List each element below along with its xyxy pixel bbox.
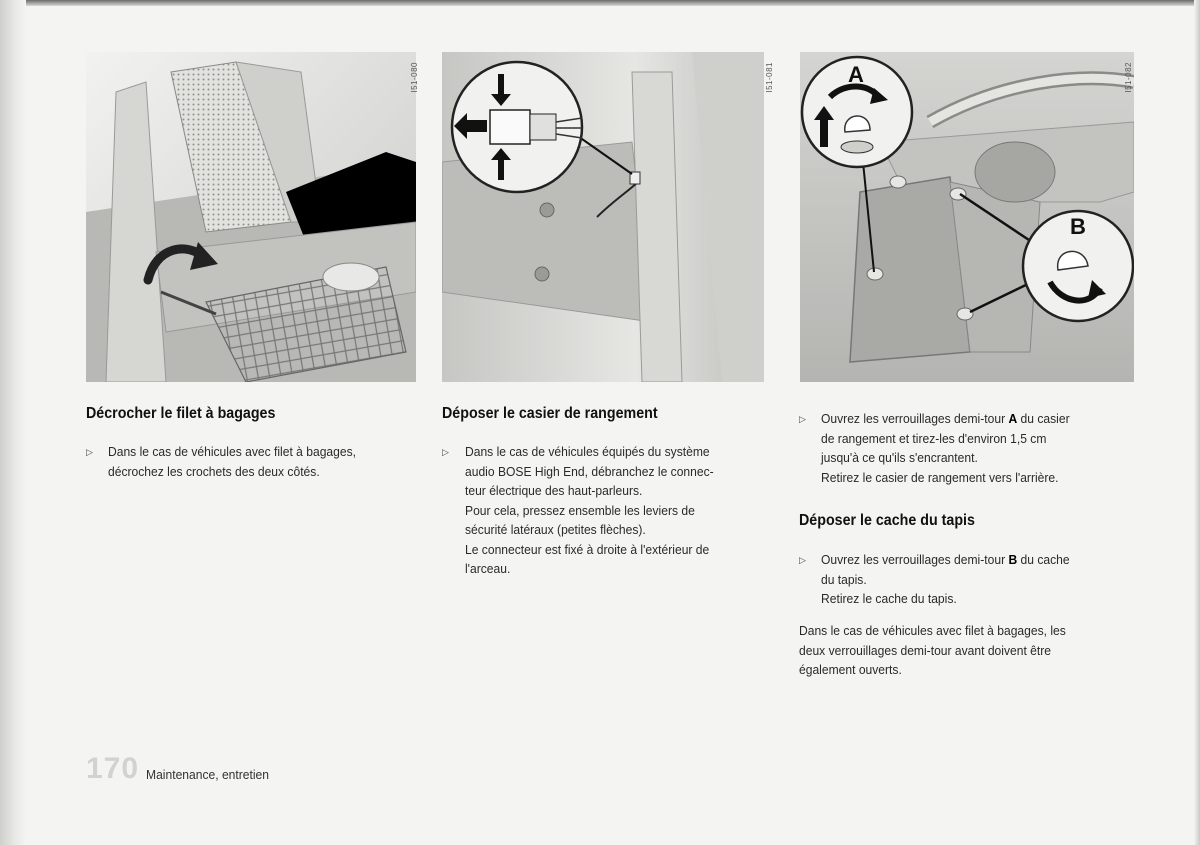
text-line: Retirez le casier de rangement vers l'arrière. <box>821 469 1059 485</box>
figure-code-1: I51-080 <box>410 62 419 93</box>
note-luggage-net-locks <box>799 621 1066 680</box>
figure-code-2: I51-081 <box>765 62 774 93</box>
section-title-carpet-cover: Déposer le cache du tapis <box>799 512 975 529</box>
section-title-storage-box: Déposer le casier de rangement <box>442 405 658 422</box>
text-line: Dans le cas de véhicules avec filet à bagages, les <box>799 623 1066 638</box>
illustration-connector <box>442 52 764 382</box>
text-line <box>821 409 1070 429</box>
luggage-net-drawing <box>86 52 416 382</box>
text-fragment: Ouvrez les verrouillages demi-tour <box>821 411 1009 426</box>
callout-ref-b: B <box>1008 552 1018 567</box>
figure-code-3: I51-082 <box>1124 62 1133 93</box>
instruction-storage-box <box>465 442 714 579</box>
text-line: sécurité latéraux (petites flèches). <box>465 522 646 537</box>
text-line: teur électrique des haut-parleurs. <box>465 483 643 498</box>
callout-a-label: A <box>848 62 864 87</box>
text-line: deux verrouillages demi-tour avant doivent être <box>799 642 1052 658</box>
section-title-luggage-net: Décrocher le filet à bagages <box>86 405 276 422</box>
bullet-marker: ▷ <box>442 447 449 457</box>
text-fragment: du cache <box>1017 552 1070 567</box>
text-line <box>821 550 1070 570</box>
text-line: Dans le cas de véhicules équipés du système <box>465 444 710 459</box>
text-line: de rangement et tirez-les d'environ 1,5 cm <box>821 430 1047 446</box>
turn-locks-drawing <box>800 52 1134 382</box>
connector-drawing <box>442 52 764 382</box>
page-edge-right <box>1194 0 1200 845</box>
text-line: Pour cela, pressez ensemble les leviers de <box>465 502 695 518</box>
bullet-marker: ▷ <box>799 414 806 424</box>
text-fragment: du casier <box>1017 411 1070 426</box>
text-fragment: Ouvrez les verrouillages demi-tour <box>821 552 1009 567</box>
text-line: Le connecteur est fixé à droite à l'extérieur de <box>465 541 710 557</box>
illustration-turn-locks <box>800 52 1134 382</box>
text-line: Dans le cas de véhicules avec filet à bagages, <box>108 444 357 459</box>
page-edge-top <box>0 0 1200 6</box>
running-footer-section: Maintenance, entretien <box>146 767 270 782</box>
instruction-turn-lock-b <box>821 550 1070 609</box>
text-line: Retirez le cache du tapis. <box>821 591 957 606</box>
page-number: 170 <box>86 752 140 785</box>
text-line: du tapis. <box>821 571 867 587</box>
bullet-marker: ▷ <box>86 447 93 457</box>
bullet-marker: ▷ <box>799 555 806 565</box>
text-line: l'arceau. <box>465 561 511 576</box>
callout-b-label: B <box>1070 214 1086 239</box>
instruction-luggage-net <box>108 442 356 481</box>
text-line: décrochez les crochets des deux côtés. <box>108 463 320 479</box>
text-line: jusqu'à ce qu'ils s'encrantent. <box>821 450 978 465</box>
text-line: audio BOSE High End, débranchez le connec- <box>465 463 714 479</box>
illustration-luggage-net <box>86 52 416 382</box>
callout-ref-a: A <box>1008 411 1018 426</box>
page-binding-edge <box>0 0 26 845</box>
text-line: également ouverts. <box>799 662 902 677</box>
instruction-turn-lock-a <box>821 409 1070 487</box>
